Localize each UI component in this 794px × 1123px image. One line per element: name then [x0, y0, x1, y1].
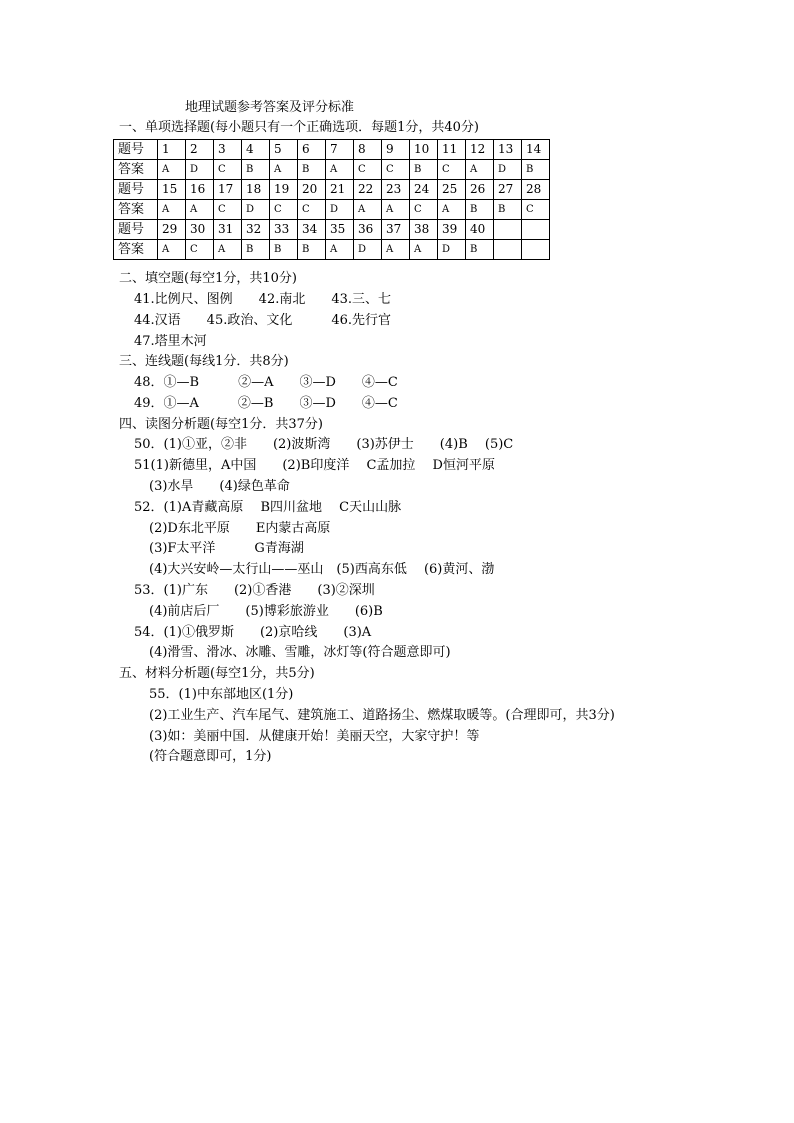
table-cell: A	[326, 240, 354, 260]
fill-answer-line-1: 41.比例尺、图例 42.南北 43.三、七	[134, 292, 392, 307]
table-cell: 31	[214, 220, 242, 240]
table-cell: 24	[410, 180, 438, 200]
section-3-heading: 三、连线题(每线1分．共8分)	[119, 354, 289, 369]
answer-row	[114, 200, 550, 220]
table-cell: A	[186, 200, 214, 220]
table-cell: 26	[466, 180, 494, 200]
fill-answer-line-3: 47.塔里木河	[134, 334, 207, 349]
row-label: 答案	[114, 160, 158, 180]
table-cell: 36	[354, 220, 382, 240]
table-cell: A	[158, 200, 186, 220]
table-cell: D	[326, 200, 354, 220]
map-answer-line-3: (3)水旱 (4)绿色革命	[149, 479, 290, 494]
row-label: 答案	[114, 240, 158, 260]
table-cell: 10	[410, 140, 438, 160]
table-cell: 17	[214, 180, 242, 200]
material-answer-line-4: (符合题意即可，1分)	[149, 749, 272, 764]
table-cell: 16	[186, 180, 214, 200]
table-cell: B	[298, 240, 326, 260]
table-cell: D	[438, 240, 466, 260]
table-cell: D	[186, 160, 214, 180]
table-cell: A	[270, 160, 298, 180]
table-cell: C	[382, 160, 410, 180]
table-cell: 34	[298, 220, 326, 240]
table-cell: C	[298, 200, 326, 220]
map-answer-line-10: 54．(1)①俄罗斯 (2)京哈线 (3)A	[134, 625, 372, 640]
map-answer-line-11: (4)滑雪、滑冰、冰雕、雪雕，冰灯等(符合题意即可)	[149, 645, 451, 660]
table-cell: A	[158, 240, 186, 260]
table-cell	[522, 240, 550, 260]
table-cell: B	[522, 160, 550, 180]
row-label: 题号	[114, 140, 158, 160]
table-cell: 29	[158, 220, 186, 240]
row-label: 题号	[114, 180, 158, 200]
table-cell	[494, 220, 522, 240]
table-cell: 39	[438, 220, 466, 240]
table-cell: A	[158, 160, 186, 180]
table-cell: 19	[270, 180, 298, 200]
table-cell: B	[270, 240, 298, 260]
table-cell: 21	[326, 180, 354, 200]
table-cell: 38	[410, 220, 438, 240]
page-title: 地理试题参考答案及评分标准	[185, 100, 355, 115]
table-cell: 35	[326, 220, 354, 240]
table-cell: C	[214, 160, 242, 180]
material-answer-line-1: 55．(1)中东部地区(1分)	[149, 687, 294, 702]
map-answer-line-1: 50．(1)①亚，②非 (2)波斯湾 (3)苏伊士 (4)B (5)C	[134, 437, 514, 452]
table-cell: 2	[186, 140, 214, 160]
table-cell: B	[242, 160, 270, 180]
table-cell: D	[242, 200, 270, 220]
table-cell: A	[382, 240, 410, 260]
table-cell: 37	[382, 220, 410, 240]
section-5-heading: 五、材料分析题(每空1分，共5分)	[119, 666, 315, 681]
table-cell: 7	[326, 140, 354, 160]
table-cell: C	[354, 160, 382, 180]
match-answer-line-1: 48．①—B ②—A ③—D ④—C	[134, 375, 398, 390]
table-cell: 13	[494, 140, 522, 160]
table-cell: 1	[158, 140, 186, 160]
question-number-row	[114, 220, 550, 240]
table-cell	[522, 220, 550, 240]
table-cell: 5	[270, 140, 298, 160]
table-cell: 27	[494, 180, 522, 200]
table-cell: C	[410, 200, 438, 220]
table-cell: 25	[438, 180, 466, 200]
table-cell: 3	[214, 140, 242, 160]
answer-table	[113, 139, 550, 260]
table-cell: 20	[298, 180, 326, 200]
map-answer-line-2: 51(1)新德里，A中国 (2)B印度洋 C孟加拉 D恒河平原	[134, 458, 495, 473]
table-cell: 4	[242, 140, 270, 160]
table-cell: A	[326, 160, 354, 180]
table-cell: 15	[158, 180, 186, 200]
material-answer-line-3: (3)如：美丽中国．从健康开始！美丽天空，大家守护！等	[149, 729, 480, 744]
question-number-row	[114, 140, 550, 160]
table-cell: A	[438, 200, 466, 220]
table-cell: 32	[242, 220, 270, 240]
section-1-heading: 一、单项选择题(每小题只有一个正确选项．每题1分，共40分)	[119, 120, 479, 135]
material-answer-line-2: (2)工业生产、汽车尾气、建筑施工、道路扬尘、燃煤取暖等。(合理即可，共3分)	[149, 708, 615, 723]
answer-row	[114, 240, 550, 260]
table-cell: D	[354, 240, 382, 260]
table-cell: B	[466, 240, 494, 260]
map-answer-line-6: (3)F太平洋 G青海湖	[149, 541, 304, 556]
table-cell: C	[270, 200, 298, 220]
section-2-heading: 二、填空题(每空1分，共10分)	[119, 271, 297, 286]
table-cell: 33	[270, 220, 298, 240]
table-cell: C	[186, 240, 214, 260]
table-cell: B	[410, 160, 438, 180]
question-number-row	[114, 180, 550, 200]
table-cell: C	[522, 200, 550, 220]
table-cell: 9	[382, 140, 410, 160]
table-cell: 18	[242, 180, 270, 200]
table-cell: A	[214, 240, 242, 260]
table-cell: 8	[354, 140, 382, 160]
map-answer-line-4: 52．(1)A青藏高原 B四川盆地 C天山山脉	[134, 500, 402, 515]
table-cell: C	[214, 200, 242, 220]
table-cell: C	[438, 160, 466, 180]
map-answer-line-9: (4)前店后厂 (5)博彩旅游业 (6)B	[149, 604, 383, 619]
match-answer-line-2: 49．①—A ②—B ③—D ④—C	[134, 396, 398, 411]
table-cell: 30	[186, 220, 214, 240]
row-label: 题号	[114, 220, 158, 240]
table-cell: B	[242, 240, 270, 260]
table-cell: B	[298, 160, 326, 180]
table-cell: A	[466, 160, 494, 180]
section-4-heading: 四、读图分析题(每空1分．共37分)	[119, 417, 323, 432]
table-cell: D	[494, 160, 522, 180]
table-cell: 23	[382, 180, 410, 200]
table-cell: 40	[466, 220, 494, 240]
map-answer-line-5: (2)D东北平原 E内蒙古高原	[149, 521, 331, 536]
table-cell: A	[410, 240, 438, 260]
table-cell: 14	[522, 140, 550, 160]
table-cell: 11	[438, 140, 466, 160]
table-cell: 28	[522, 180, 550, 200]
map-answer-line-8: 53．(1)广东 (2)①香港 (3)②深圳	[134, 583, 375, 598]
answer-row	[114, 160, 550, 180]
table-cell: B	[466, 200, 494, 220]
table-cell: B	[494, 200, 522, 220]
map-answer-line-7: (4)大兴安岭—太行山——巫山 (5)西高东低 (6)黄河、渤	[149, 562, 495, 577]
table-cell: 6	[298, 140, 326, 160]
row-label: 答案	[114, 200, 158, 220]
table-cell: A	[354, 200, 382, 220]
fill-answer-line-2: 44.汉语 45.政治、文化 46.先行官	[134, 313, 392, 328]
table-cell: 12	[466, 140, 494, 160]
table-cell	[494, 240, 522, 260]
table-cell: 22	[354, 180, 382, 200]
table-cell: A	[382, 200, 410, 220]
